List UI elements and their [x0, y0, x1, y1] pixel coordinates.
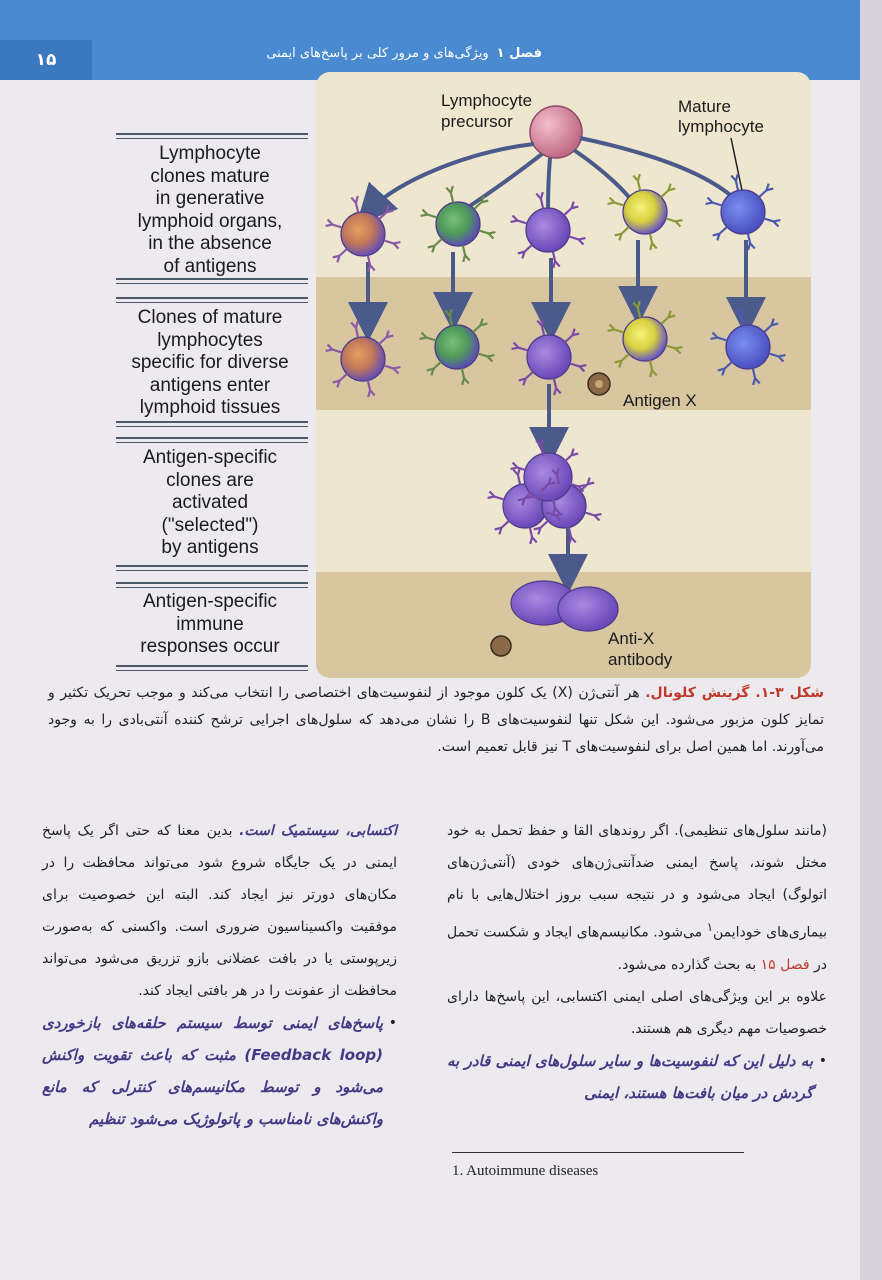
receptor-icon: [326, 220, 342, 228]
receptor-icon: [536, 192, 543, 208]
paragraph: [447, 815, 827, 981]
receptor-icon: [615, 227, 629, 240]
caption-label: شکل ۳-۱. گزینش کلونال.: [645, 685, 824, 701]
receptor-icon: [384, 366, 400, 374]
para-text: می‌شود. مکانیسم‌های ایجاد و شکست تحمل در: [447, 924, 827, 973]
divider: [116, 421, 308, 427]
receptor-icon: [764, 319, 778, 332]
divider: [116, 437, 308, 443]
mature-label-1: Mature: [678, 97, 731, 116]
receptor-icon: [661, 184, 675, 197]
chapter-label: فصل ۱: [496, 46, 542, 61]
divider: [116, 297, 308, 303]
bullet-item: • پاسخ‌های ایمنی توسط سیستم حلقه‌های بازخوردی (Feedback loop) مثبت که باعث تقویت واکنش می‌شود و توسط مکانیسم‌های کنترلی که مانع واکنش‌های نامناسب و پاتولوژیک می‌شود تنظیم: [42, 1007, 397, 1135]
cell-purple: [527, 335, 571, 379]
receptor-icon: [478, 354, 494, 362]
receptor-icon: [537, 319, 544, 335]
receptor-icon: [427, 362, 441, 375]
plasma-cells: [511, 581, 618, 631]
receptor-icon: [421, 210, 437, 218]
bullet-text: پاسخ‌های ایمنی توسط سیستم حلقه‌های بازخوردی (Feedback loop) مثبت که باعث تقویت واکنش می‌شود و توسط مکانیسم‌های کنترلی که مانع واکنش‌های نامناسب و پاتولوژیک می‌شود تنظیم: [42, 1014, 383, 1128]
receptor-icon: [379, 331, 393, 344]
row2-cells: [341, 317, 770, 381]
antigen-x: [491, 636, 511, 656]
divider: [116, 582, 308, 588]
receptor-icon: [570, 364, 586, 372]
figure-drawing: [316, 72, 811, 678]
cell-yellow: [623, 317, 667, 361]
divider: [116, 565, 308, 571]
receptor-icon: [608, 325, 624, 333]
receptor-icon: [569, 237, 585, 245]
chapter-title: ویژگی‌های و مرور کلی بر پاسخ‌های ایمنی: [266, 46, 489, 61]
receptor-icon: [666, 346, 682, 354]
receptor-icon: [711, 333, 727, 341]
page-number: ۱۵: [0, 40, 92, 80]
divider: [116, 133, 308, 139]
cell-blue: [726, 325, 770, 369]
cell-green: [436, 202, 480, 246]
receptor-icon: [748, 233, 755, 249]
receptor-icon: [428, 239, 442, 252]
receptor-icon: [706, 198, 722, 206]
receptor-icon: [351, 321, 358, 337]
bullet-item: • به دلیل این که لنفوسیت‌ها و سایر سلول‌های ایمنی قادر به گردش در میان بافت‌ها هستند، ایمنی: [447, 1045, 827, 1109]
stage-label-4: Antigen-specific immune responses occur: [140, 591, 280, 657]
receptor-icon: [368, 380, 375, 396]
chapter-header: [266, 46, 542, 61]
receptor-icon: [512, 343, 528, 351]
receptor-icon: [731, 174, 738, 190]
receptor-icon: [615, 354, 629, 367]
footnote-ref[interactable]: ۱: [706, 920, 713, 934]
receptor-icon: [368, 255, 375, 271]
receptor-icon: [462, 368, 469, 384]
mature-label-2: lymphocyte: [678, 117, 764, 136]
receptor-icon: [650, 233, 657, 249]
receptor-icon: [463, 245, 470, 261]
receptor-icon: [736, 309, 743, 325]
receptor-icon: [554, 378, 561, 394]
footnote-divider: [452, 1152, 744, 1153]
receptor-icon: [569, 527, 576, 543]
precursor-label-2: precursor: [441, 112, 513, 131]
receptor-icon: [518, 245, 532, 258]
page-edge: [860, 0, 882, 1280]
right-column: [447, 815, 827, 1109]
stage-label-1: Lymphocyte clones mature in generative lymphoid organs, in the absence of antigens: [137, 143, 283, 277]
stage-label-3: Antigen-specific clones are activated ("selected") by antigens: [142, 447, 278, 558]
cell-blue: [721, 190, 765, 234]
stage-label-2: Clones of mature lymphocytes specific for diverse antigens enter lymphoid tissues: [131, 307, 289, 418]
receptor-icon: [650, 360, 657, 376]
receptor-icon: [759, 184, 773, 197]
figure-caption: [48, 680, 824, 761]
receptor-icon: [713, 227, 727, 240]
emphasis: اکتسابی، سیستمیک است.: [239, 823, 397, 839]
footnote: 1. Autoimmune diseases: [452, 1163, 599, 1179]
receptor-icon: [511, 216, 527, 224]
receptor-icon: [536, 439, 543, 455]
receptor-icon: [769, 354, 785, 362]
receptor-icon: [446, 186, 453, 202]
receptor-icon: [351, 196, 358, 212]
chapter-link[interactable]: فصل ۱۵: [760, 956, 810, 973]
receptor-icon: [764, 219, 780, 227]
cell-purple: [526, 208, 570, 252]
receptor-icon: [495, 521, 509, 534]
receptor-icon: [666, 219, 682, 227]
receptor-icon: [564, 449, 578, 462]
cell-yellow: [623, 190, 667, 234]
receptor-icon: [379, 206, 393, 219]
receptor-icon: [633, 174, 640, 190]
antibody-label-2: antibody: [608, 650, 673, 669]
divider: [116, 665, 308, 671]
page-header-band: [0, 0, 860, 80]
receptor-icon: [473, 319, 487, 332]
para-text: به بحث گذارده می‌شود.: [617, 956, 761, 973]
receptor-icon: [333, 249, 347, 262]
paragraph: علاوه بر این ویژگی‌های اصلی ایمنی اکتسابی، این پاسخ‌ها دارای خصوصیات مهم دیگری هم هستند.: [447, 988, 827, 1037]
antigen-x: [588, 373, 610, 395]
antigen-x-label: Antigen X: [623, 391, 697, 410]
receptor-icon: [565, 329, 579, 342]
cell-green: [435, 325, 479, 369]
receptor-icon: [479, 231, 495, 239]
row1-cells: [341, 190, 765, 256]
cell-orange: [341, 337, 385, 381]
receptor-icon: [661, 311, 675, 324]
receptor-icon: [326, 345, 342, 353]
receptor-icon: [753, 368, 760, 384]
receptor-icon: [585, 513, 601, 521]
clonal-selection-figure: [316, 72, 811, 678]
receptor-icon: [333, 374, 347, 387]
receptor-icon: [553, 251, 560, 267]
para-text: بدین معنا که حتی اگر یک پاسخ ایمنی در یک جایگاه شروع شود می‌تواند محافظت را در مکان‌های دورتر نیز ایجاد کند. البته این خصوصیت برای موفقیت واکسیناسیون ضروری است. واکسنی که به‌صورت زیرپوستی یا در بافت عضلانی بازو تزریق می‌شود می‌تواند محافظت از عفونت را در هر بافتی ایجاد کند.: [42, 823, 397, 999]
receptor-icon: [519, 372, 533, 385]
row-arrows: [368, 240, 746, 322]
receptor-icon: [718, 362, 732, 375]
left-column: [42, 815, 397, 1135]
antibody-label-1: Anti-X: [608, 629, 655, 648]
divider: [116, 278, 308, 284]
precursor-label-1: Lymphocyte: [441, 91, 533, 110]
receptor-icon: [513, 468, 520, 484]
caption-text: هر آنتی‌ژن (X) یک کلون موجود از لنفوسیت‌های اختصاصی را انتخاب می‌کند و موجب تحریک تکثیر و تمایز کلون مزبور می‌شود. این شکل تنها لنفوسیت‌های B را نشان می‌دهد که سلول‌های اجرایی ترشح کننده آنتی‌بادی را به وجود می‌آورند. اما همین اصل برای لنفوسیت‌های T نیز قابل تعمیم است.: [48, 685, 824, 755]
bullet-text: به دلیل این که لنفوسیت‌ها و سایر سلول‌های ایمنی قادر به گردش در میان بافت‌ها هستند، ایمنی: [447, 1051, 813, 1102]
receptor-icon: [488, 492, 504, 500]
receptor-icon: [420, 333, 436, 341]
receptor-icon: [564, 202, 578, 215]
para-text: (مانند سلول‌های تنظیمی). اگر روندهای القا و حفظ تحمل به خود مختل شوند، پاسخ ایمنی ضدآنتی‌ژن‌های خودی (آنتی‌ژن‌های اتولوگ) ایجاد می‌شود و در نتیجه سبب بروز اختلال‌هایی با نام بیماری‌های خودایمن: [447, 823, 827, 941]
cell-orange: [341, 212, 385, 256]
receptor-icon: [445, 309, 452, 325]
receptor-icon: [608, 198, 624, 206]
paragraph: [42, 815, 397, 1007]
receptor-icon: [384, 241, 400, 249]
